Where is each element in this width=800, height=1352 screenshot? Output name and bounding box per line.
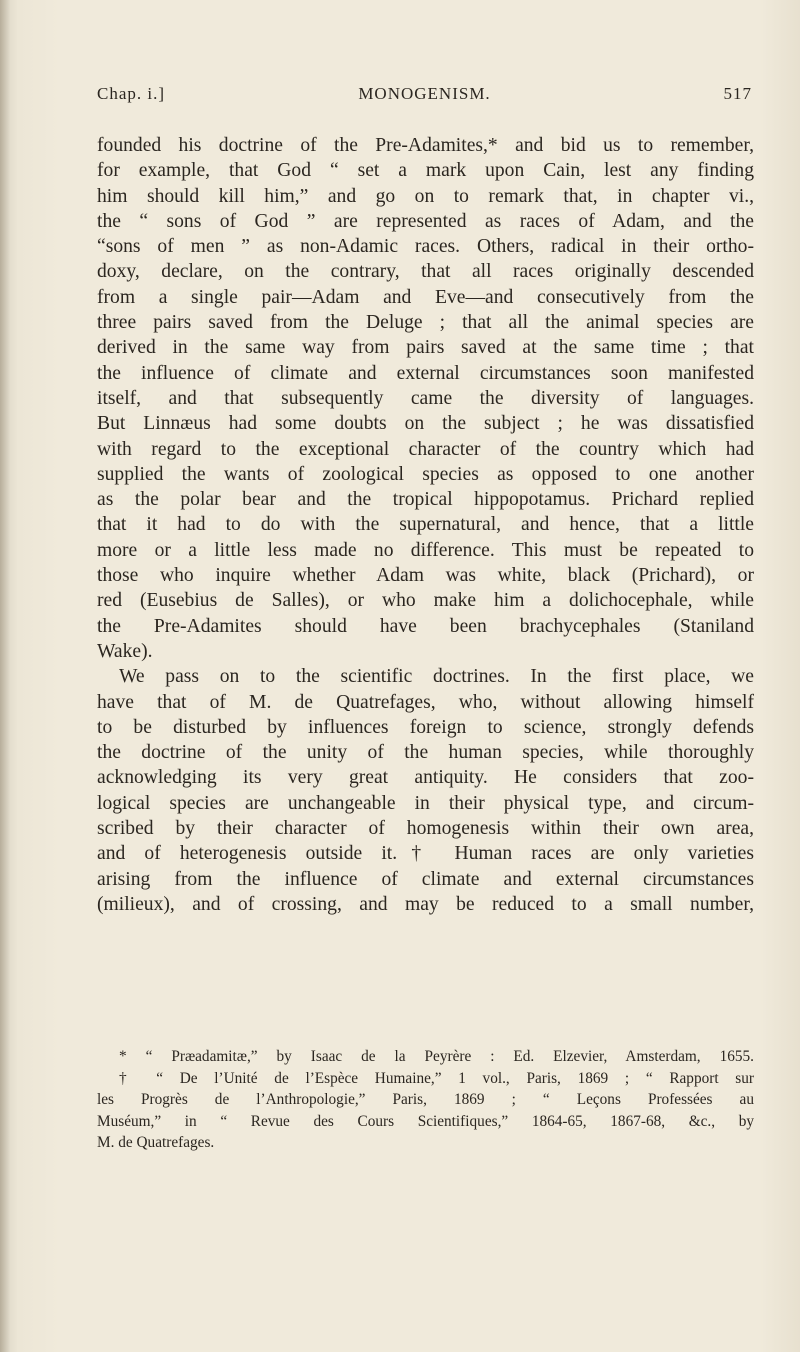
body-text (97, 133, 754, 917)
body-line: red (Eusebius de Salles), or who make him a dolichocephale, while (97, 590, 754, 612)
body-line: But Linnæus had some doubts on the subject ; he was dissatisfied (97, 413, 754, 435)
footnote-line: * “ Præadamitæ,” by Isaac de la Peyrère : Ed. Elzevier, Amsterdam, 1655. (119, 1048, 754, 1065)
body-line: Wake). (97, 640, 153, 662)
footnote-line: † “ De l’Unité de l’Espèce Humaine,” 1 vol., Paris, 1869 ; “ Rapport sur (119, 1069, 754, 1087)
body-line: him should kill him,” and go on to remark that, in chapter vi., (97, 185, 754, 207)
body-line: the doctrine of the unity of the human species, while thoroughly (97, 742, 754, 764)
footnote-line: Muséum,” in “ Revue des Cours Scientifiques,” 1864-65, 1867-68, &c., by (97, 1112, 754, 1130)
page-spine-shadow (0, 0, 10, 1352)
body-line: founded his doctrine of the Pre-Adamites,* and bid us to remember, (97, 135, 754, 156)
body-line: the “ sons of God ” are represented as races of Adam, and the (97, 210, 754, 232)
body-line: the Pre-Adamites should have been brachycephales (Staniland (97, 615, 754, 637)
body-line: derived in the same way from pairs saved at the same time ; that (97, 337, 754, 359)
page-number: 517 (723, 84, 752, 103)
body-line: logical species are unchangeable in their physical type, and circum- (97, 792, 754, 814)
body-line: scribed by their character of homogenesis within their own area, (97, 818, 754, 840)
body-line: three pairs saved from the Deluge ; that all the animal species are (97, 312, 754, 334)
body-line: supplied the wants of zoological species as opposed to one another (97, 463, 754, 485)
chapter-label: Chap. i.] (97, 84, 166, 103)
body-line: (milieux), and of crossing, and may be reduced to a small number, (97, 893, 754, 915)
body-line: and of heterogenesis outside it.† Human races are only varieties (97, 843, 754, 865)
body-line: to be disturbed by influences foreign to science, strongly defends (97, 716, 754, 738)
body-line: doxy, declare, on the contrary, that all races originally descended (97, 261, 754, 283)
body-line: from a single pair—Adam and Eve—and consecutively from the (97, 286, 754, 308)
footnote-line: M. de Quatrefages. (97, 1134, 215, 1151)
body-line: for example, that God “ set a mark upon Cain, lest any finding (97, 160, 754, 182)
body-line: with regard to the exceptional character of the country which had (97, 438, 754, 460)
footnote-line: les Progrès de l’Anthropologie,” Paris, 1869 ; “ Leçons Professées au (97, 1091, 754, 1108)
body-line: We pass on to the scientific doctrines. In the first place, we (119, 666, 754, 688)
body-line: arising from the influence of climate and external circumstances (97, 868, 754, 890)
body-line: the influence of climate and external circumstances soon manifested (97, 362, 754, 384)
body-line: as the polar bear and the tropical hippopotamus. Prichard replied (97, 489, 754, 511)
body-line: “sons of men ” as non-Adamic races. Others, radical in their ortho- (97, 236, 754, 258)
body-line: have that of M. de Quatrefages, who, without allowing himself (97, 691, 754, 713)
body-line: that it had to do with the supernatural, and hence, that a little (97, 514, 754, 536)
body-line: more or a little less made no difference. This must be repeated to (97, 539, 754, 561)
body-line: those who inquire whether Adam was white, black (Prichard), or (97, 565, 754, 587)
running-header (97, 84, 752, 114)
body-line: acknowledging its very great antiquity. He considers that zoo- (97, 767, 754, 789)
running-title: MONOGENISM. (358, 84, 491, 103)
footnotes (97, 1046, 754, 1154)
body-line: itself, and that subsequently came the diversity of languages. (97, 387, 754, 409)
